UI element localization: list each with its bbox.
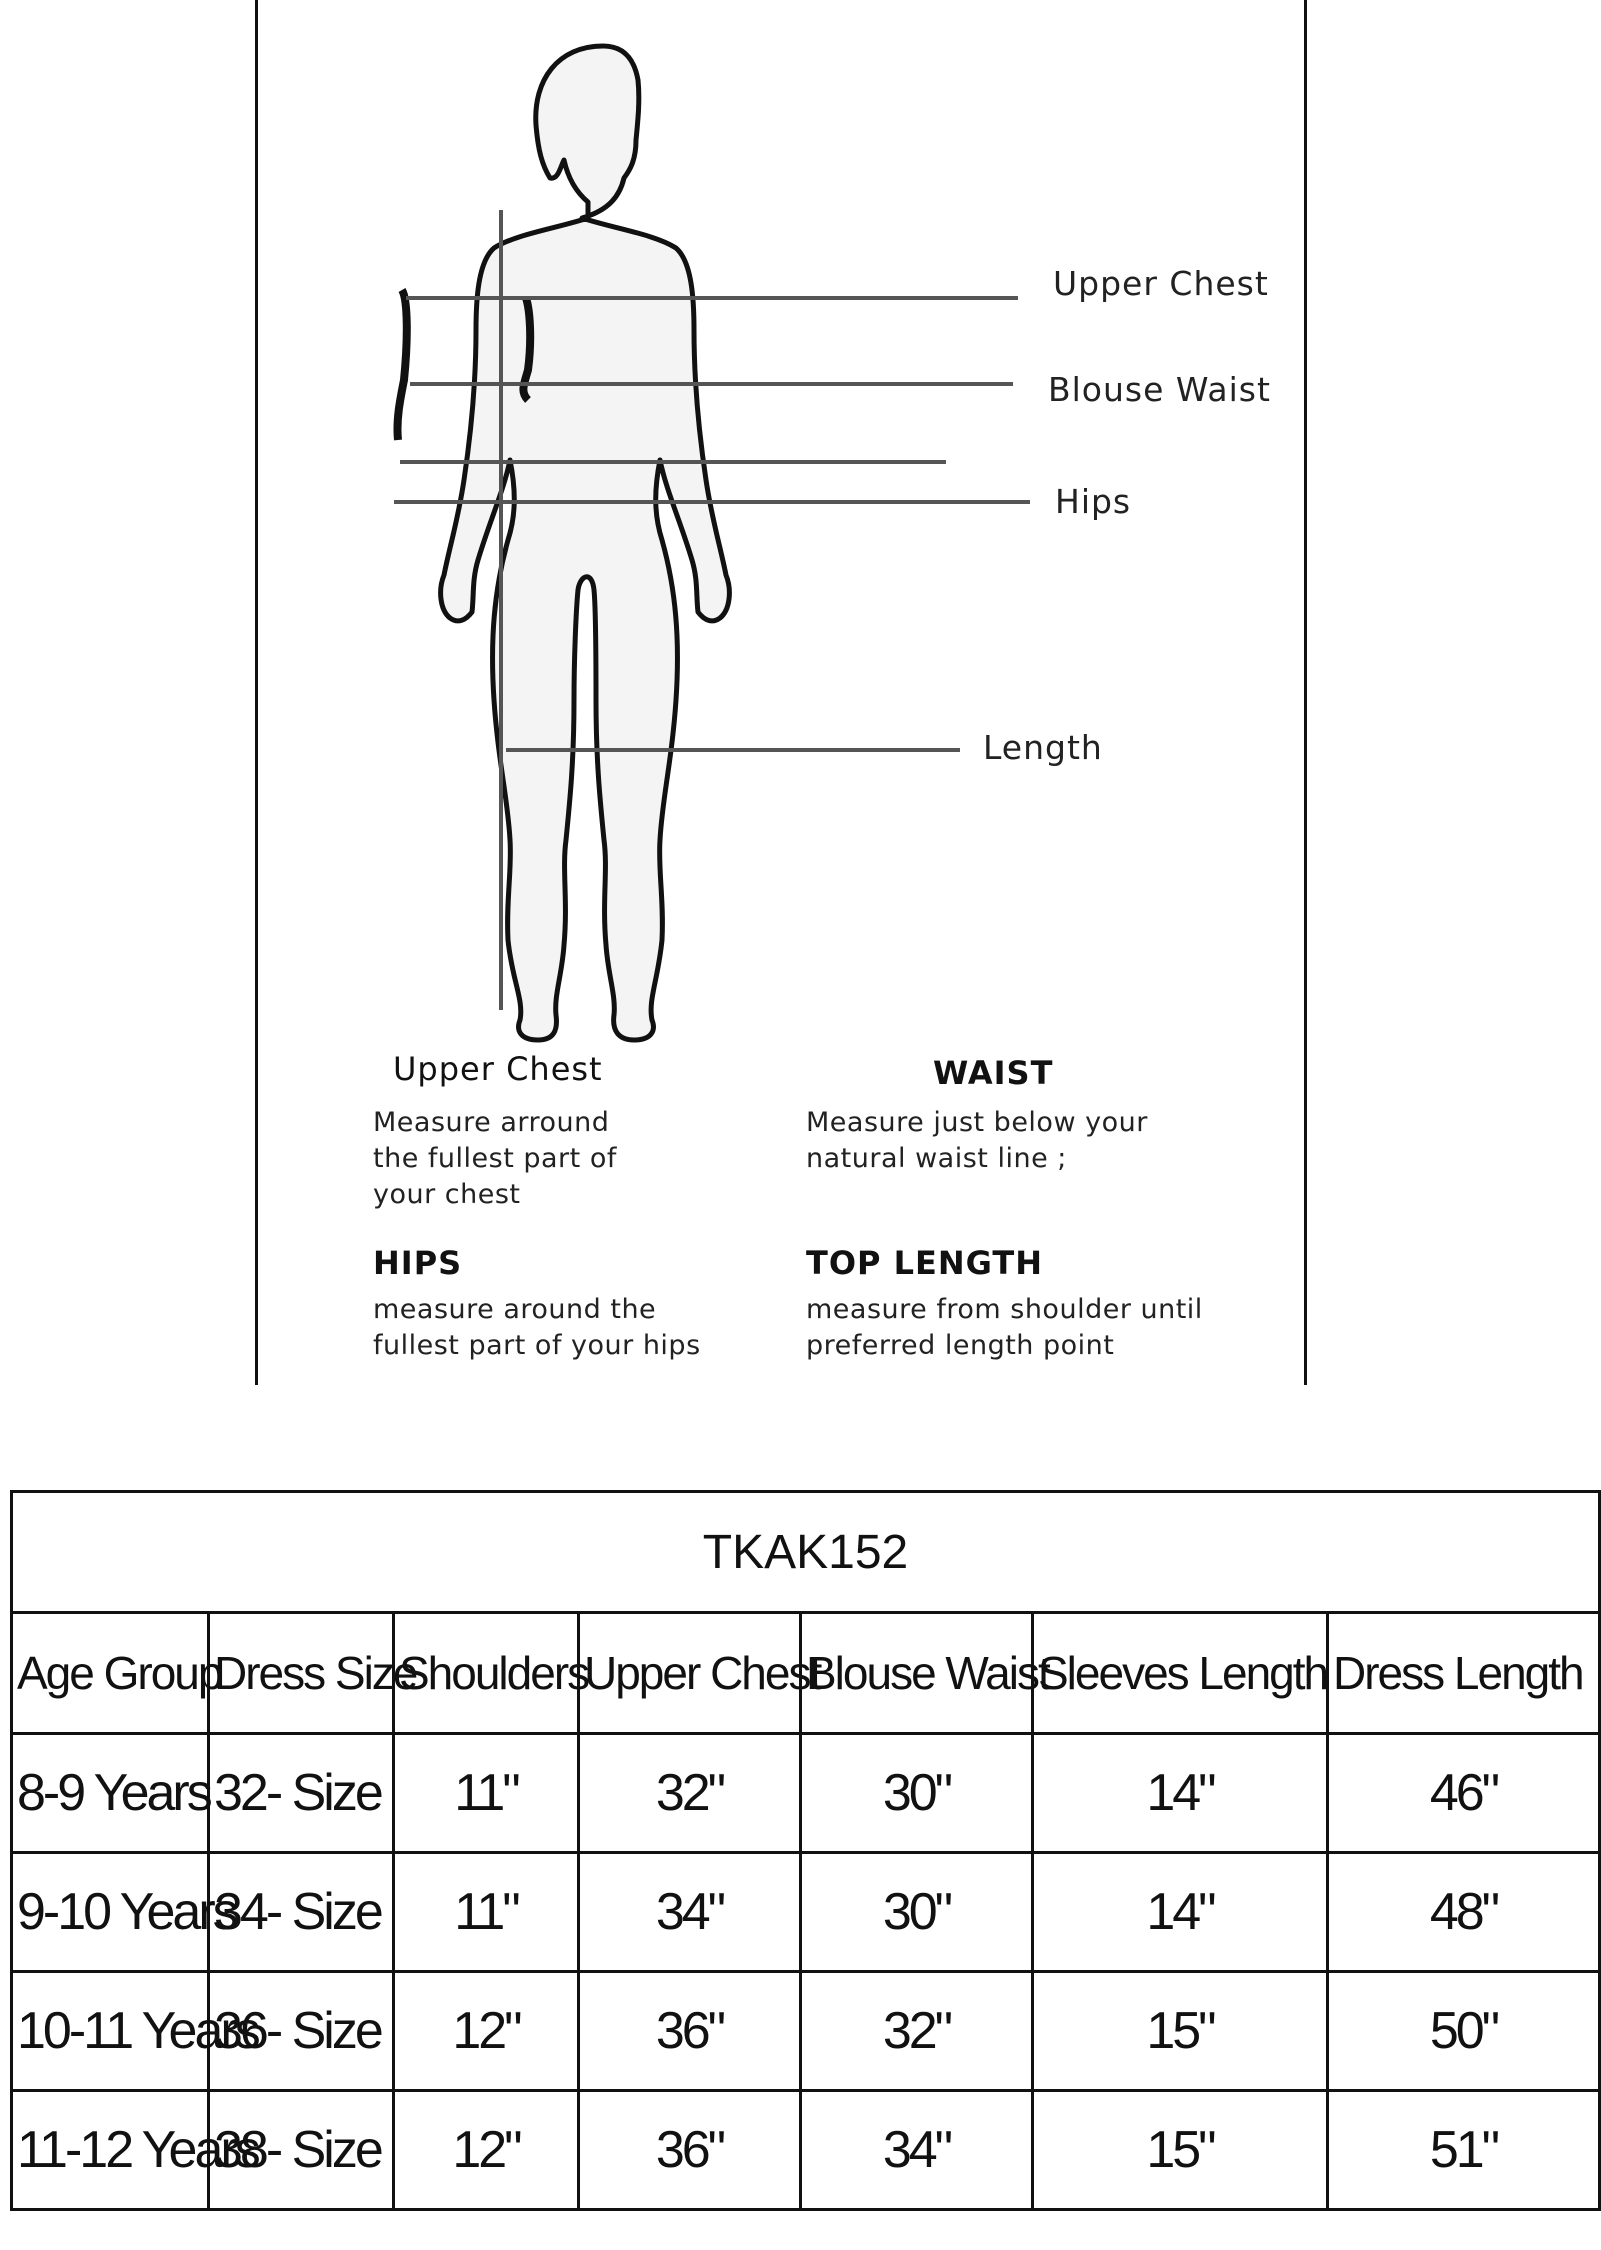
cell-sleeves-length: 15" — [1033, 2091, 1328, 2210]
table-row — [12, 2091, 1600, 2210]
guide-hips-heading: HIPS — [373, 1244, 463, 1282]
cell-dress-size: 38- Size — [209, 2091, 394, 2210]
header-age-group: Age Group — [12, 1613, 209, 1734]
cell-dress-length: 48" — [1328, 1853, 1600, 1972]
callout-blouse-waist: Blouse Waist — [1048, 370, 1271, 409]
cell-shoulders: 12" — [394, 2091, 579, 2210]
cell-sleeves-length: 14" — [1033, 1734, 1328, 1853]
cell-shoulders: 11" — [394, 1734, 579, 1853]
guide-hips-text: measure around the fullest part of your hips — [373, 1294, 701, 1361]
cell-age-group: 10-11 Years — [12, 1972, 209, 2091]
cell-upper-chest: 36" — [579, 1972, 801, 2091]
header-blouse-waist: Blouse Waist — [801, 1613, 1033, 1734]
cell-shoulders: 12" — [394, 1972, 579, 2091]
cell-dress-length: 51" — [1328, 2091, 1600, 2210]
cell-upper-chest: 36" — [579, 2091, 801, 2210]
cell-sleeves-length: 14" — [1033, 1853, 1328, 1972]
cell-age-group: 11-12 Years — [12, 2091, 209, 2210]
size-chart-table — [10, 1490, 1601, 2211]
cell-upper-chest: 32" — [579, 1734, 801, 1853]
header-upper-chest: Upper Chest — [579, 1613, 801, 1734]
table-row — [12, 1972, 1600, 2091]
guide-waist-text: Measure just below your natural waist line ; — [806, 1107, 1148, 1174]
header-shoulders: Shoulders — [394, 1613, 579, 1734]
callout-hips: Hips — [1055, 482, 1132, 521]
header-sleeves-length: Sleeves Length — [1033, 1613, 1328, 1734]
table-title-row — [12, 1492, 1600, 1613]
guide-upper-chest-text: Measure arround the fullest part of your chest — [373, 1107, 617, 1210]
cell-blouse-waist: 30" — [801, 1853, 1033, 1972]
cell-sleeves-length: 15" — [1033, 1972, 1328, 2091]
cell-dress-size: 32- Size — [209, 1734, 394, 1853]
cell-age-group: 8-9 Years — [12, 1734, 209, 1853]
header-dress-size: Dress Size — [209, 1613, 394, 1734]
table-row — [12, 1853, 1600, 1972]
header-dress-length: Dress Length — [1328, 1613, 1600, 1734]
cell-blouse-waist: 34" — [801, 2091, 1033, 2210]
guide-top-length-heading: TOP LENGTH — [806, 1244, 1043, 1282]
cell-dress-size: 36- Size — [209, 1972, 394, 2091]
cell-blouse-waist: 30" — [801, 1734, 1033, 1853]
arm-contour-left — [397, 290, 406, 440]
table-row — [12, 1734, 1600, 1853]
cell-blouse-waist: 32" — [801, 1972, 1033, 2091]
cell-dress-length: 50" — [1328, 1972, 1600, 2091]
cell-dress-length: 46" — [1328, 1734, 1600, 1853]
cell-upper-chest: 34" — [579, 1853, 801, 1972]
callout-length: Length — [983, 728, 1103, 767]
callout-upper-chest: Upper Chest — [1053, 264, 1269, 303]
guide-upper-chest-heading: Upper Chest — [393, 1050, 603, 1088]
table-title: TKAK152 — [12, 1492, 1600, 1613]
cell-dress-size: 34- Size — [209, 1853, 394, 1972]
table-header-row — [12, 1613, 1600, 1734]
cell-shoulders: 11" — [394, 1853, 579, 1972]
guide-waist-heading: WAIST — [933, 1054, 1054, 1092]
body-silhouette — [441, 46, 730, 1040]
measurement-diagram-frame — [255, 0, 1307, 1385]
guide-top-length-text: measure from shoulder until preferred length point — [806, 1294, 1203, 1361]
cell-age-group: 9-10 Years — [12, 1853, 209, 1972]
